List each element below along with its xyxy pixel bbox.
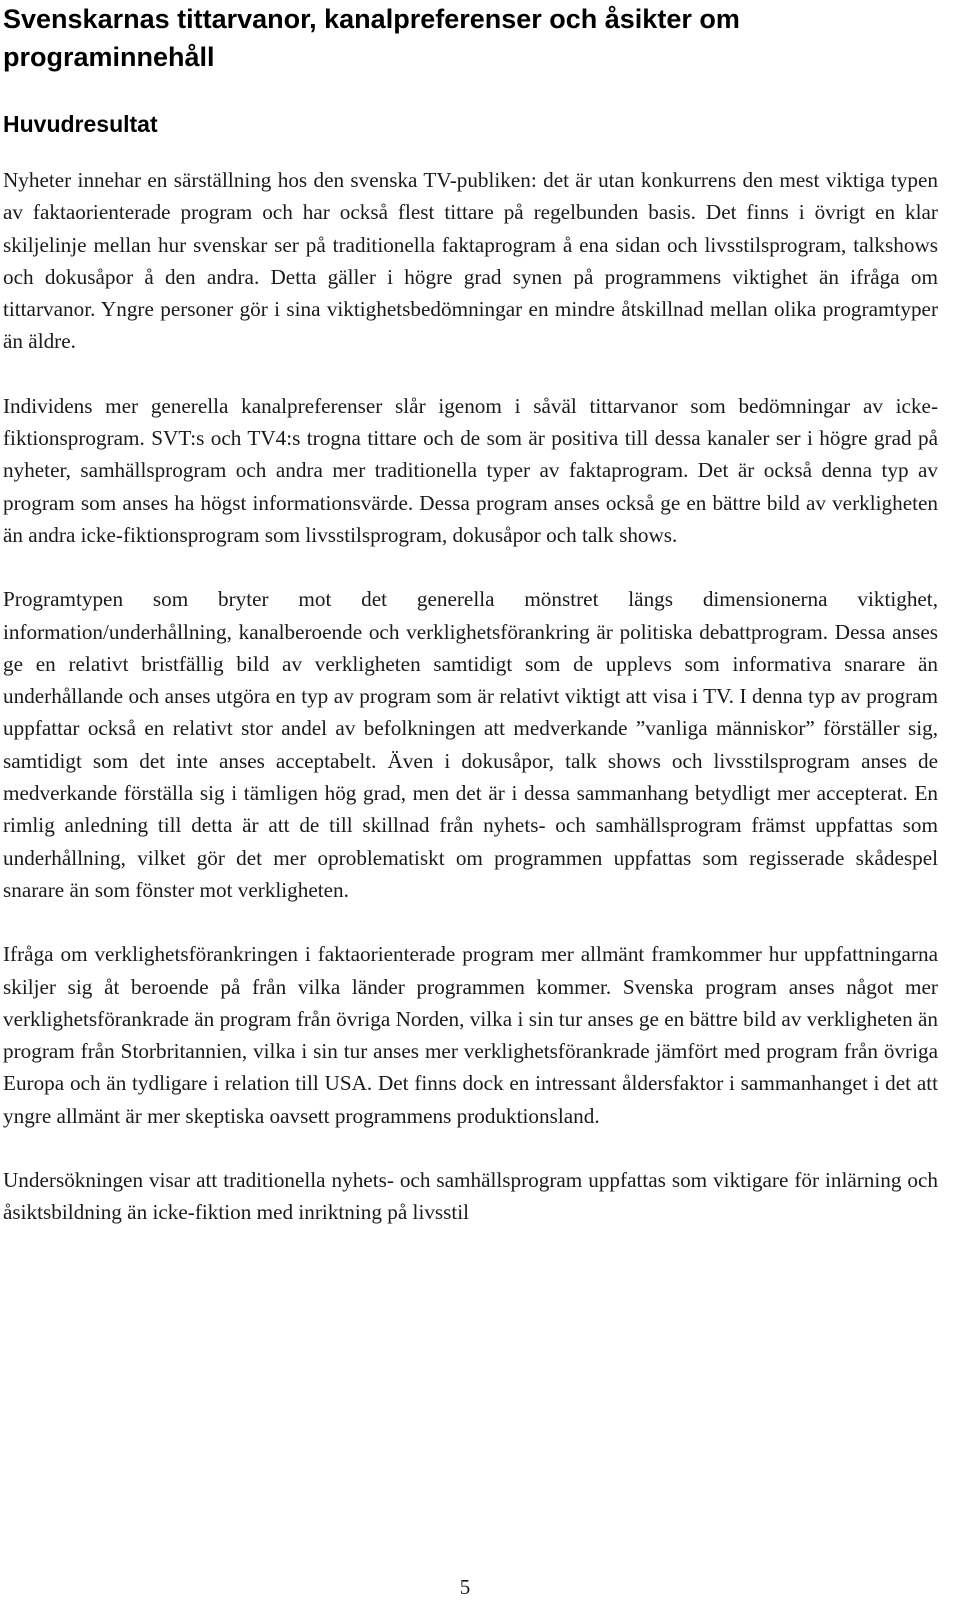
- paragraph-production-country: Ifråga om verklighetsförankringen i faktaorienterade program mer allmänt framkommer hur uppfattningarna skiljer sig åt beroende på från vilka länder programmen kommer. Svenska program anses något mer verklighetsförankrade än program från övriga Norden, vilka i sin tur anses ge en bättre bild av verkligheten än program från Storbritannien, vilka i sin tur anses mer verklighetsförankrade jämfört med program från övriga Europa och än tydligare i relation till USA. Det finns dock en intressant åldersfaktor i sammanhanget i det att yngre allmänt är mer skeptiska oavsett programmens produktionsland.: [3, 942, 938, 1128]
- paragraph-political-debates: Programtypen som bryter mot det generella mönstret längs dimensionerna viktighet, information/underhållning, kanalberoende och verklighetsförankring är politiska debattprogram. Dessa anses ge en relativt bristfällig bild av verkligheten samtidigt som de upplevs som informativa snarare än underhållande och anses utgöra en typ av program som är relativt viktigt att visa i TV. I denna typ av program uppfattar också en relativt stor andel av befolkningen att medverkande ”vanliga människor” förställer sig, samtidigt som det inte anses acceptabelt. Även i dokusåpor, talk shows och livsstilsprogram anses de medverkande förställa sig i tämligen hög grad, men det är i dessa sammanhang betydligt mer accepterat. En rimlig anledning till detta är att de till skillnad från nyhets- och samhällsprogram främst uppfattas som underhållning, vilket gör det mer oproblematiskt om programmen uppfattas som regisserade skådespel snarare än som fönster mot verkligheten.: [3, 587, 938, 902]
- paragraph-learning-opinion: Undersökningen visar att traditionella nyhets- och samhällsprogram uppfattas som viktigare för inlärning och åsiktsbildning än icke-fiktion med inriktning på livsstil: [3, 1168, 938, 1225]
- document-title: Svenskarnas tittarvanor, kanalpreferenser och åsikter om programinnehåll: [3, 4, 740, 72]
- paragraph-news-standing: Nyheter innehar en särställning hos den svenska TV-publiken: det är utan konkurrens den mest viktiga typen av faktaorienterade program och har också flest tittare på regelbunden basis. Det finns i övrigt en klar skiljelinje mellan hur svenskar ser på traditionella faktaprogram å ena sidan och livsstilsprogram, talkshows och dokusåpor å den andra. Detta gäller i högre grad synen på programmens viktighet än ifråga om tittarvanor. Yngre personer gör i sina viktighetsbedömningar en mindre åtskillnad mellan olika programtyper än äldre.: [3, 168, 938, 354]
- page-number: 5: [459, 1575, 471, 1599]
- section-heading: Huvudresultat: [3, 111, 158, 137]
- paragraph-channel-preferences: Individens mer generella kanalpreferenser slår igenom i såväl tittarvanor som bedömningar av icke-fiktionsprogram. SVT:s och TV4:s trogna tittare och de som är positiva till dessa kanaler ser i högre grad på nyheter, samhällsprogram och andra mer traditionella typer av faktaprogram. Det är också denna typ av program som anses ha högst informationsvärde. Dessa program anses också ge en bättre bild av verkligheten än andra icke-fiktionsprogram som livsstilsprogram, dokusåpor och talk shows.: [3, 393, 938, 547]
